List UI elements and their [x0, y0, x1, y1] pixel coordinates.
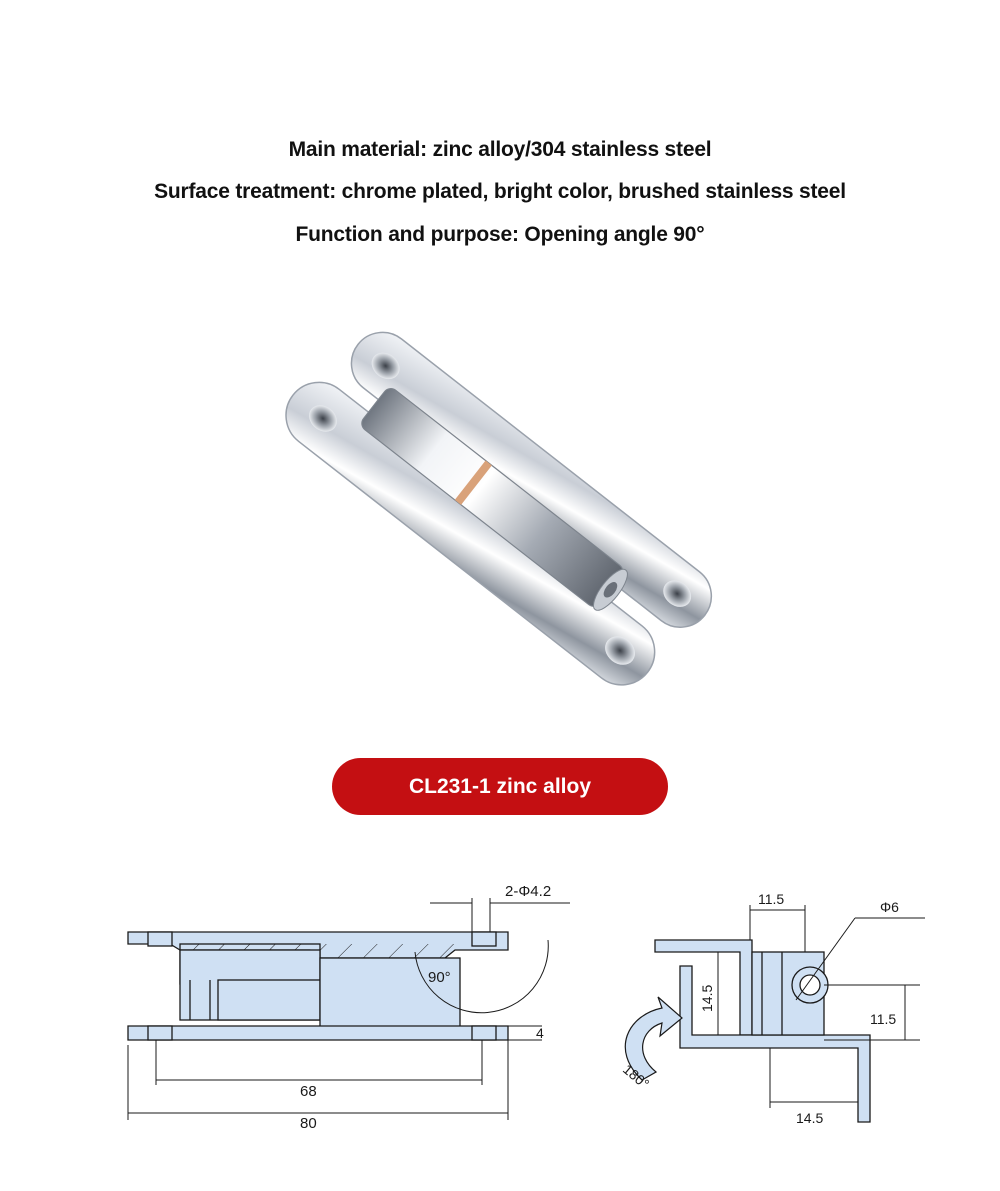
width-bottom-label: 14.5: [796, 1110, 824, 1126]
side-technical-drawing: [600, 880, 940, 1140]
angle-label: 90°: [428, 969, 451, 986]
thickness-label: 4: [536, 1025, 544, 1041]
pin-diameter-label: Φ6: [880, 899, 899, 915]
height-left-label: 14.5: [699, 984, 715, 1012]
height-right-label: 11.5: [870, 1011, 897, 1027]
model-label-badge: CL231-1 zinc alloy: [332, 758, 668, 815]
spec-main-material: Main material: zinc alloy/304 stainless steel: [288, 138, 712, 161]
width-top-label: 11.5: [758, 891, 785, 907]
spec-function-purpose: Function and purpose: Opening angle 90°: [295, 223, 705, 246]
front-technical-drawing: [110, 880, 580, 1140]
hinge-product-photo: [220, 320, 780, 730]
overall-length-label: 80: [300, 1115, 317, 1132]
rotation-label: 180°: [619, 1060, 653, 1092]
hole-diameter-label: 2-Φ4.2: [505, 883, 552, 900]
hole-spacing-label: 68: [300, 1083, 317, 1100]
spec-surface-treatment: Surface treatment: chrome plated, bright color, brushed stainless steel: [154, 180, 846, 203]
